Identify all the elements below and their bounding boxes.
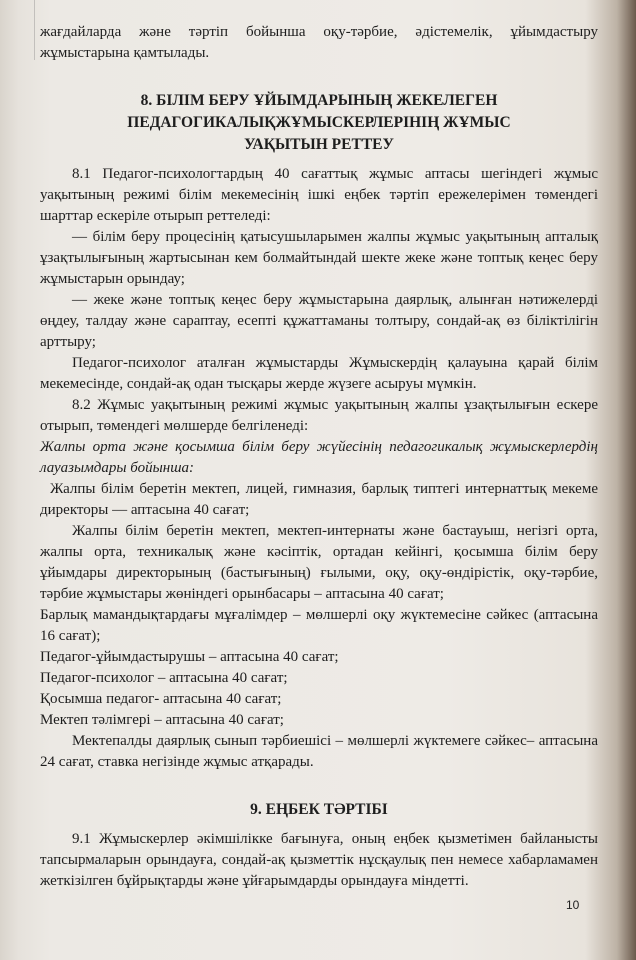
section-8-paragraph-note: Педагог-психолог аталған жұмыстарды Жұмыскердің қалауына қарай білім мекемесінде, сондай-ақ одан тысқары жерде жүзеге асыруы мүмкін. xyxy=(40,355,598,392)
section-8-preschool-hours: Мектепалды даярлық сынып тәрбиешісі – мөлшерлі жүктемеге сәйкес– аптасына 24 сағат, ставка негізінде жұмыс атқарады. xyxy=(40,733,598,770)
section-8-psychologist-hours: Педагог-психолог – аптасына 40 сағат; xyxy=(40,670,288,686)
section-8-deputy-hours: Жалпы білім беретін мектеп, мектеп-интернаты және бастауыш, негізгі орта, жалпы орта, техникалық және кәсіптік, ортадан кейінгі, қосымша білім беру ұйымдары директорының (бастығының) ғылыми, оқу, оқу-өндірістік, оқу-тәрбие, тәрбие жұмыстары жөніндегі орынбасары – аптасына 40 сағат; xyxy=(40,523,598,602)
section-8-italic-subheading: Жалпы орта және қосымша білім беру жүйесінің педагогикалық жұмыскерлердің лауазымдары бойынша: xyxy=(40,439,598,476)
section-8-organizer-hours: Педагог-ұйымдастырушы – аптасына 40 сағат; xyxy=(40,649,339,665)
section-8-title-line-1: 8. БІЛІМ БЕРУ ҰЙЫМДАРЫНЫҢ ЖЕКЕЛЕГЕН xyxy=(140,92,498,109)
intro-paragraph: жағдайларда және тәртіп бойынша оқу-тәрбие, әдістемелік, ұйымдастыру жұмыстарына қамтылады. xyxy=(40,24,598,61)
section-8-title-line-3: УАҚЫТЫН РЕТТЕУ xyxy=(244,136,394,153)
page-number: 10 xyxy=(566,898,580,912)
page-content xyxy=(40,22,598,892)
section-8-title-line-2: ПЕДАГОГИКАЛЫҚЖҰМЫСКЕРЛЕРІНІҢ ЖҰМЫС xyxy=(127,114,511,131)
section-9-paragraph-9-1: 9.1 Жұмыскерлер әкімшілікке бағынуға, оның еңбек қызметімен байланысты тапсырмаларын орындауға, сондай-ақ қызметтік нұсқаулық пен немесе хабарламамен жеткізілген бұйрықтарды және ұйғарымдарды орындауға міндетті. xyxy=(40,831,598,889)
section-8-bullet-2: — жеке және топтық кеңес беру жұмыстарына даярлық, алынған нәтижелерді өңдеу, талдау және сараптау, есепті құжаттаманы толтыру, сондай-ақ өз біліктілігін арттыру; xyxy=(40,292,598,350)
margin-mark xyxy=(34,0,36,60)
section-8-mentor-hours: Мектеп тәлімгері – аптасына 40 сағат; xyxy=(40,712,284,728)
section-8-director-hours: Жалпы білім беретін мектеп, лицей, гимназия, барлық типтегі интернаттық мекеме директоры — аптасына 40 сағат; xyxy=(40,481,598,518)
section-8-paragraph-8-1: 8.1 Педагог-психологтардың 40 сағаттық жұмыс аптасы шегіндегі жұмыс уақытының режимі білім мекемесінің ішкі еңбек тәртіп ережелерімен төмендегі шарттар ескеріле отырып реттеледі: xyxy=(40,166,598,224)
section-8-teacher-hours: Барлық мамандықтардағы мұғалімдер – мөлшерлі оқу жүктемесіне сәйкес (аптасына 16 сағат); xyxy=(40,607,598,644)
section-9-title: 9. ЕҢБЕК ТӘРТІБІ xyxy=(250,801,388,818)
section-8-additional-teacher-hours: Қосымша педагог- аптасына 40 сағат; xyxy=(40,691,282,707)
section-8-bullet-1: — білім беру процесінің қатысушыларымен жалпы жұмыс уақытының апталық ұзақтылығының жартысынан кем болмайтындай шекте жеке және топтық кеңес беру жұмыстарын орындау; xyxy=(40,229,598,287)
section-8-paragraph-8-2: 8.2 Жұмыс уақытының режимі жұмыс уақытының жалпы ұзақтылығын ескере отырып, төмендегі мөлшерде белгіленеді: xyxy=(40,397,598,434)
